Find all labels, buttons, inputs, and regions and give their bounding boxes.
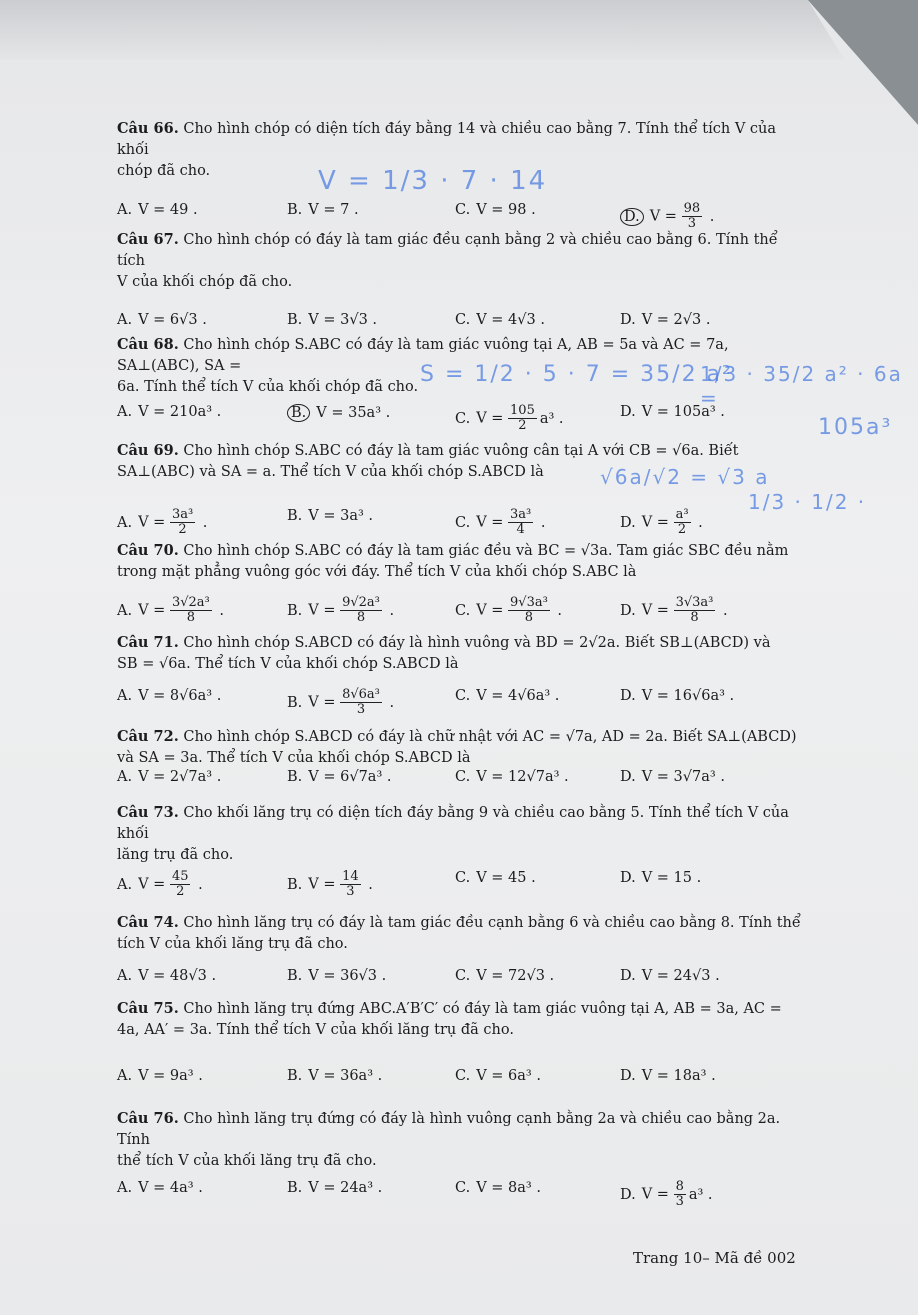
answer-option-c[interactable] [455,870,536,886]
question-text: tích V của khối lăng trụ đã cho. [117,936,348,952]
option-suffix: . [384,694,395,711]
question-text: Cho khối lăng trụ có diện tích đáy bằng 9 và chiều cao bằng 5. Tính thể tích V của khối [117,805,789,842]
question-text: 4a, AA′ = 3a. Tính thể tích V của khối lăng trụ đã cho. [117,1022,514,1038]
option-label: D. [620,769,636,785]
option-label: C. [455,602,471,619]
option-label: C. [455,1068,471,1084]
option-label: B. [287,968,303,984]
option-label: A. [117,202,133,218]
fraction [682,202,703,231]
option-text: V = 2√7a³ . [138,769,222,785]
fraction-numerator: 3√3a³ [675,595,714,610]
fraction-denominator: 2 [176,884,185,899]
option-label: D. [620,968,636,984]
question-text: Cho hình chóp S.ABC có đáy là tam giác vuông cân tại A với CB = √6a. Biết [183,443,739,459]
option-label: D. [620,870,636,886]
option-text: V = 72√3 . [476,968,555,984]
fraction-numerator: 8 [675,1179,684,1194]
option-label: C. [455,202,471,218]
option-label: C. [455,769,471,785]
page-footer: Trang 10– Mã đề 002 [633,1249,796,1267]
question-text: và SA = 3a. Thể tích V của khối chóp S.ABCD là [117,750,471,766]
option-label: A. [117,769,133,785]
fraction [170,870,191,899]
fraction-denominator: 8 [356,610,366,625]
option-label: A. [117,688,133,704]
option-text: V = 45 . [476,870,536,886]
option-label: B. [287,1180,303,1196]
answer-option-b[interactable]: B. V = $\frac{\text{9√2a³}}{8}$ . [287,595,395,625]
answer-option-b[interactable]: B. V = $\frac{14}{3}$ . [287,869,373,899]
option-label: C. [455,312,471,328]
option-label: D. [620,1186,636,1203]
fraction-denominator: 8 [690,610,699,625]
answer-option-b[interactable]: B. V = $\frac{\text{8√6a³}}{3}$ . [287,687,395,717]
handwritten-note: V = 1/3 · 7 · 14 [318,166,548,196]
question-number: Câu 76. [117,1110,179,1127]
option-label: A. [117,514,133,531]
fraction-numerator: 45 [171,869,189,884]
option-label: A. [117,1068,133,1084]
question-70 [117,540,807,583]
answer-option-d[interactable] [620,1068,716,1084]
question-text: Cho hình chóp S.ABC có đáy là tam giác vuông tại A, AB = 5a và AC = 7a, SA⊥(ABC), SA = [117,337,729,374]
option-text: V = 49 . [138,202,198,218]
option-label: B. [287,602,303,619]
answer-option-a[interactable] [117,312,207,328]
option-text: V = 36a³ . [308,1068,383,1084]
option-label: B. [287,404,310,422]
fraction-denominator: 8 [186,610,195,625]
fraction-denominator: 3 [356,702,366,717]
option-label: D. [620,514,636,531]
fraction-denominator: 4 [516,522,525,537]
option-label: A. [117,968,133,984]
option-suffix: a³ . [688,1186,713,1203]
option-label: D. [620,688,636,704]
fraction-numerator: 9√3a³ [510,595,548,610]
answer-option-a[interactable]: A. V = $\frac{45}{2}$ . [117,869,203,899]
fraction-denominator: 3 [346,884,355,899]
question-number: Câu 73. [117,804,179,821]
question-number: Câu 69. [117,442,179,459]
question-74 [117,912,807,955]
option-label: D. [620,1068,636,1084]
option-label: C. [455,968,471,984]
fraction-numerator: 98 [683,201,701,216]
question-number: Câu 75. [117,1000,179,1017]
answer-option-c[interactable] [455,1180,541,1196]
option-suffix: . [693,514,703,531]
answer-option-b[interactable] [287,1180,382,1196]
page-fold-shadow [0,0,918,60]
option-suffix: . [363,876,373,893]
fraction [674,1180,686,1209]
fraction-numerator: 14 [342,869,359,884]
answer-option-a[interactable] [117,1180,203,1196]
answer-option-c[interactable] [455,968,554,984]
option-label: C. [455,514,471,531]
option-suffix: a³ . [539,410,564,427]
option-label: B. [287,312,303,328]
answer-option-b[interactable] [287,1068,382,1084]
question-number: Câu 66. [117,120,179,137]
option-text: V = 6a³ . [476,1068,541,1084]
option-label: B. [287,769,303,785]
answer-option-c[interactable]: C. V = $\frac{\text{3a³}}{4}$ . [455,507,546,537]
fraction [170,596,212,625]
answer-option-a[interactable] [117,202,198,218]
question-text: SB = √6a. Thể tích V của khối chóp S.ABCD là [117,656,459,672]
question-71 [117,632,807,675]
option-label: A. [117,1180,133,1196]
question-number: Câu 72. [117,728,179,745]
question-number: Câu 70. [117,542,179,559]
answer-option-a[interactable]: A. V = $\frac{\text{3√2a³}}{8}$ . [117,595,224,625]
option-suffix: . [705,208,715,225]
option-suffix: . [214,602,224,619]
fraction [674,596,716,625]
answer-option-c[interactable]: C. V = $\frac{105}{2}$ a³ . [455,403,564,433]
option-label: C. [455,410,471,427]
fraction-numerator: 9√2a³ [342,595,380,610]
fraction [340,870,361,899]
option-label: D. [620,312,636,328]
option-text: V = 12√7a³ . [476,769,569,785]
option-suffix: . [198,514,208,531]
question-75 [117,998,807,1041]
question-text: Cho hình lăng trụ có đáy là tam giác đều cạnh bằng 6 và chiều cao bằng 8. Tính thể [183,915,801,931]
fraction-numerator: 8√6a³ [342,687,380,702]
option-label: D. [620,208,644,226]
answer-option-b[interactable] [287,508,373,524]
option-suffix: . [384,602,395,619]
answer-option-b[interactable] [287,404,390,422]
question-text: Cho hình chóp có diện tích đáy bằng 14 và chiều cao bằng 7. Tính thể tích V của khối [117,121,776,158]
fraction-numerator: 3a³ [171,507,194,522]
option-text: V = 3a³ . [308,508,374,524]
option-text: V = 3√3 . [308,312,378,328]
option-label: B. [287,876,303,893]
answer-option-d[interactable] [620,769,725,785]
question-text: chóp đã cho. [117,163,211,179]
question-text: trong mặt phẳng vuông góc với đáy. Thể tích V của khối chóp S.ABC là [117,564,637,580]
option-label: C. [455,688,471,704]
fraction [674,508,691,537]
question-text: SA⊥(ABC) và SA = a. Thể tích V của khối chóp S.ABCD là [117,464,544,480]
option-text: V = 3√7a³ . [641,769,725,785]
handwritten-note: 1/3 · 1/2 · [748,490,867,514]
option-text: V = 7 . [308,202,359,218]
fraction [508,404,537,433]
option-label: C. [455,870,471,886]
fraction-denominator: 2 [677,522,687,537]
handwritten-note: 1/3 · 35/2 a² · 6a = [700,362,903,410]
fraction-numerator: 105 [510,403,535,418]
option-text: V = 210a³ . [138,404,222,420]
handwritten-note: 105a³ [818,415,893,440]
answer-option-a[interactable] [117,968,216,984]
answer-option-a[interactable] [117,1068,203,1084]
question-text: V của khối chóp đã cho. [117,274,293,290]
answer-option-d[interactable]: D. V = $\frac{\text{a³}}{2}$ . [620,507,703,537]
option-text: V = 18a³ . [641,1068,716,1084]
fraction [508,596,550,625]
question-text: lăng trụ đã cho. [117,847,234,863]
option-text: V = 9a³ . [138,1068,203,1084]
answer-option-d[interactable] [620,870,701,886]
option-text: V = 16√6a³ . [641,688,735,704]
option-label: B. [287,1068,303,1084]
question-73 [117,802,807,866]
question-text: Cho hình chóp S.ABCD có đáy là hình vuông và BD = 2√2a. Biết SB⊥(ABCD) và [183,635,771,651]
question-67 [117,229,807,293]
option-label: D. [620,602,636,619]
answer-option-b[interactable] [287,202,359,218]
fraction [170,508,195,537]
answer-option-c[interactable] [455,312,545,328]
fraction-numerator: a³ [675,507,689,522]
fraction [340,596,382,625]
option-text: V = 24a³ . [308,1180,383,1196]
question-text: Cho hình chóp S.ABCD có đáy là chữ nhật với AC = √7a, AD = 2a. Biết SA⊥(ABCD) [183,729,797,745]
fraction [508,508,533,537]
option-label: B. [287,694,303,711]
option-label: D. [620,404,636,420]
answer-option-d[interactable] [620,968,720,984]
option-text: V = 105a³ . [641,404,725,420]
answer-option-c[interactable]: C. V = $\frac{\text{9√3a³}}{8}$ . [455,595,563,625]
fraction [340,688,382,717]
answer-option-a[interactable] [117,688,221,704]
answer-option-a[interactable] [117,404,221,420]
question-number: Câu 68. [117,336,179,353]
fraction-denominator: 2 [178,522,187,537]
option-text: V = 15 . [641,870,702,886]
fraction-denominator: 3 [675,1194,684,1209]
question-72 [117,726,807,769]
handwritten-note: S = 1/2 · 5 · 7 = 35/2 a² [420,362,733,387]
option-label: A. [117,876,133,893]
answer-option-a[interactable] [117,769,221,785]
answer-option-c[interactable] [455,202,536,218]
question-number: Câu 71. [117,634,179,651]
fraction-denominator: 2 [518,418,527,433]
option-label: B. [287,202,303,218]
option-text: V = 8√6a³ . [138,688,222,704]
fraction-numerator: 3√2a³ [171,595,210,610]
question-number: Câu 67. [117,231,179,248]
option-label: B. [287,508,303,524]
answer-option-b[interactable] [287,312,377,328]
answer-option-b[interactable] [287,769,391,785]
option-label: A. [117,312,133,328]
option-text: V = 4a³ . [138,1180,203,1196]
fraction-denominator: 8 [524,610,534,625]
answer-option-a[interactable]: A. V = $\frac{\text{3a³}}{2}$ . [117,507,208,537]
answer-option-b[interactable] [287,968,386,984]
option-text: V = 6√7a³ . [308,769,392,785]
answer-option-d[interactable]: D. V = $\frac{98}{3}$ . [620,202,714,231]
option-text: V = 98 . [476,202,536,218]
option-text: V = 8a³ . [476,1180,541,1196]
answer-option-d[interactable]: D. V = $\frac{\text{3√3a³}}{8}$ . [620,595,728,625]
question-text: Cho hình chóp có đáy là tam giác đều cạnh bằng 2 và chiều cao bằng 6. Tính thể tích [117,232,778,269]
question-text: Cho hình lăng trụ đứng ABC.A′B′C′ có đáy là tam giác vuông tại A, AB = 3a, AC = [183,1001,782,1017]
answer-option-c[interactable] [455,769,569,785]
option-suffix: . [193,876,203,893]
question-text: Cho hình lăng trụ đứng có đáy là hình vuông cạnh bằng 2a và chiều cao bằng 2a. Tính [117,1111,781,1148]
answer-option-d[interactable] [620,688,734,704]
option-label: C. [455,1180,471,1196]
answer-option-d[interactable]: D. V = $\frac{8}{3}$ a³ . [620,1179,713,1209]
option-suffix: . [536,514,546,531]
option-label: A. [117,404,133,420]
option-text: V = 35a³ . [316,405,391,421]
option-suffix: . [552,602,563,619]
option-text: V = 2√3 . [641,312,711,328]
option-text: V = 4√3 . [476,312,545,328]
question-number: Câu 74. [117,914,179,931]
option-text: V = 48√3 . [138,968,217,984]
answer-option-d[interactable] [620,312,710,328]
option-text: V = 4√6a³ . [476,688,560,704]
question-76 [117,1108,807,1172]
question-text: thể tích V của khối lăng trụ đã cho. [117,1153,377,1169]
fraction-denominator: 3 [687,216,696,231]
question-text: 6a. Tính thể tích V của khối chóp đã cho. [117,379,419,395]
handwritten-note: √6a/√2 = √3 a [600,465,770,489]
option-suffix: . [718,602,728,619]
answer-option-c[interactable] [455,1068,541,1084]
question-text: Cho hình chóp S.ABC có đáy là tam giác đều và BC = √3a. Tam giác SBC đều nằm [183,543,789,559]
fraction-numerator: 3a³ [510,507,532,522]
option-text: V = 24√3 . [641,968,720,984]
option-label: A. [117,602,133,619]
answer-option-c[interactable] [455,688,559,704]
option-text: V = 6√3 . [138,312,207,328]
option-text: V = 36√3 . [308,968,387,984]
